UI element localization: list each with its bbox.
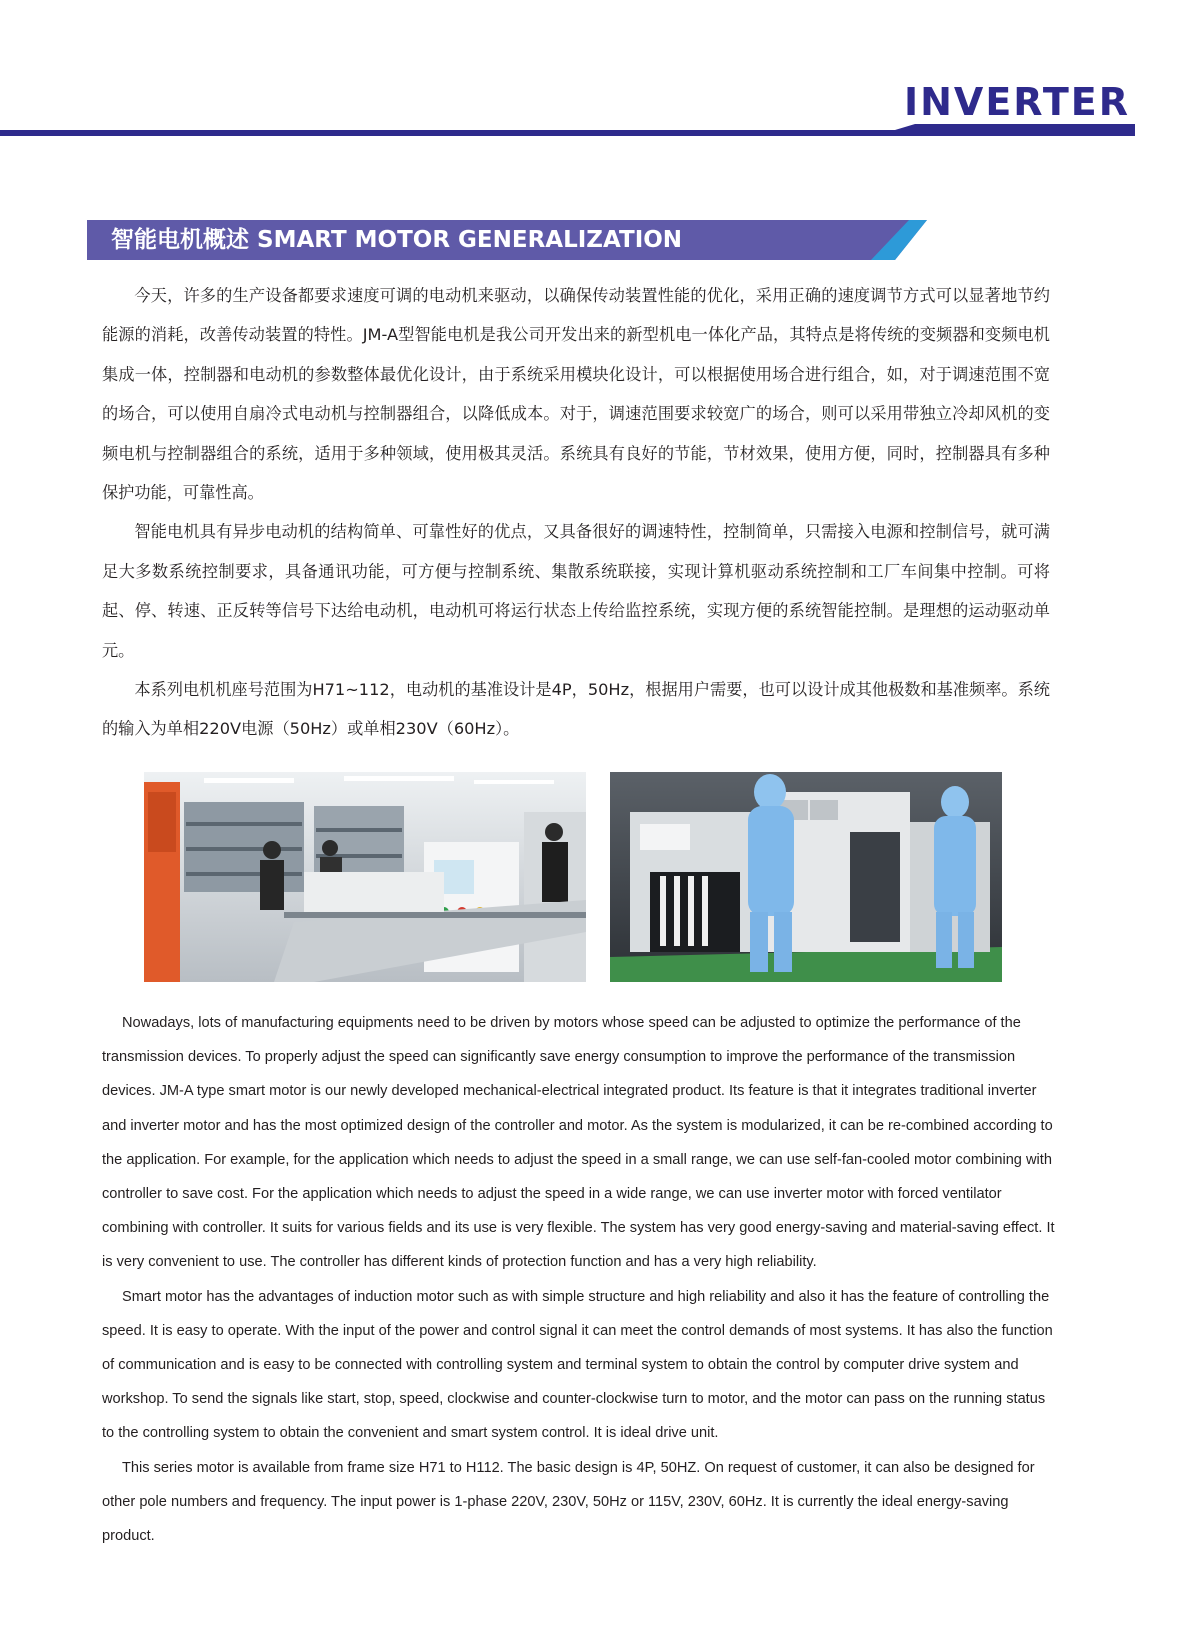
header-rule [0,120,1135,136]
english-paragraph: This series motor is available from frame size H71 to H112. The basic design is 4P, 50HZ. On request of customer, it can also be designed for other pole numbers and frequency. The input power is 1-phase 220V, 230V, 50Hz or 115V, 230V, 60Hz. It is currently the ideal energy-saving product. [102,1459,1035,1545]
cleanroom-production-line-photo [610,772,1002,982]
english-paragraph: Smart motor has the advantages of induction motor such as with simple structure and high reliability and also it has the feature of controlling the speed. It is easy to operate. With the input of the power and control signal it can meet the control demands of most systems. It has also the function of communication and is easy to be connected with controlling system and terminal system to obtain the control by computer drive system and workshop. To send the signals like start, stop, speed, clockwise and counter-clockwise turn to motor, and the motor can pass on the running status to the controlling system to obtain the convenient and smart system control. It is ideal drive unit. [102,1288,1053,1442]
chinese-paragraph: 本系列电机机座号范围为H71~112，电动机的基准设计是4P，50Hz，根据用户需要，也可以设计成其他极数和基准频率。系统的输入为单相220V电源（50Hz）或单相230V（60Hz）。 [102,680,1050,739]
chinese-body [102,276,1050,749]
section-title: 智能电机概述 SMART MOTOR GENERALIZATION [111,227,683,253]
section-title-band [87,220,927,260]
factory-workshop-photo [144,772,586,982]
english-body [102,1006,1057,1553]
brand-title: INVERTER [903,80,1130,124]
english-paragraph: Nowadays, lots of manufacturing equipments need to be driven by motors whose speed can be adjusted to optimize the performance of the transmission devices. To properly adjust the speed can significantly save energy consumption to improve the performance of the transmission devices. JM-A type smart motor is our newly developed mechanical-electrical integrated product. Its feature is that it integrates traditional inverter and inverter motor and has the most optimized design of the controller and motor. As the system is modularized, it can be re-combined according to the application. For example, for the application which needs to adjust the speed in a small range, we can use self-fan-cooled motor combining with controller to save cost. For the application which needs to adjust the speed in a wide range, we can use inverter motor with forced ventilator combining with controller. It suits for various fields and its use is very flexible. The system has very good energy-saving and material-saving effect. It is very convenient to use. The controller has different kinds of protection function and has a very high reliability. [102,1015,1055,1271]
chinese-paragraph: 智能电机具有异步电动机的结构简单、可靠性好的优点，又具备很好的调速特性，控制简单，只需接入电源和控制信号，就可满足大多数系统控制要求，具备通讯功能，可方便与控制系统、集散系统联接，实现计算机驱动系统控制和工厂车间集中控制。可将起、停、转速、正反转等信号下达给电动机，电动机可将运行状态上传给监控系统，实现方便的系统智能控制。是理想的运动驱动单元。 [102,522,1050,660]
chinese-paragraph: 今天，许多的生产设备都要求速度可调的电动机来驱动，以确保传动装置性能的优化，采用正确的速度调节方式可以显著地节约能源的消耗，改善传动装置的特性。JM-A型智能电机是我公司开发出来的新型机电一体化产品，其特点是将传统的变频器和变频电机集成一体，控制器和电动机的参数整体最优化设计，由于系统采用模块化设计，可以根据使用场合进行组合，如，对于调速范围不宽的场合，可以使用自扇冷式电动机与控制器组合，以降低成本。对于，调速范围要求较宽广的场合，则可以采用带独立冷却风机的变频电机与控制器组合的系统，适用于多种领域，使用极其灵活。系统具有良好的节能，节材效果，使用方便，同时，控制器具有多种保护功能，可靠性高。 [102,286,1050,503]
